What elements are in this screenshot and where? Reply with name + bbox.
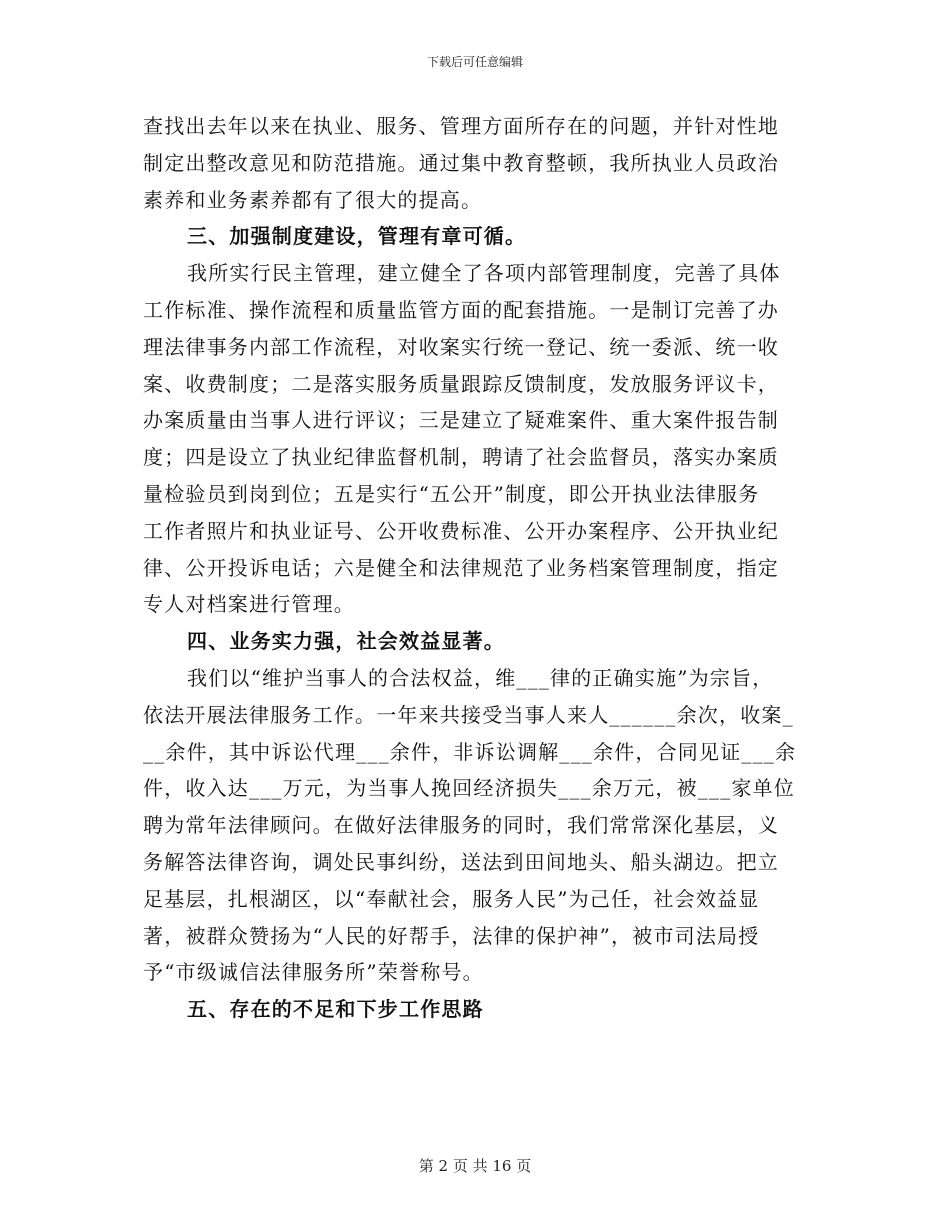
paragraph-line: 素养和业务素养都有了很大的提高。 (143, 187, 483, 212)
page-header-note: 下载后可任意编辑 (426, 55, 523, 69)
page-number: 第 2 页 共 16 页 (418, 1157, 532, 1175)
paragraph-line: 我们以“维护当事人的合法权益，维___律的正确实施”为宗旨， (187, 665, 774, 690)
paragraph-line: 聘为常年法律顾问。在做好法律服务的同时，我们常常深化基层，义 (143, 813, 779, 838)
paragraph-line: 理法律事务内部工作流程，对收案实行统一登记、统一委派、统一收 (143, 334, 779, 359)
section-heading: 四、业务实力强，社会效益显著。 (187, 629, 505, 654)
paragraph-line: 件，收入达___万元，为当事人挽回经济损失___余万元，被___家单位 (143, 776, 795, 801)
paragraph-line: 量检验员到岗到位；五是实行“五公开”制度，即公开执业法律服务 (143, 481, 760, 506)
paragraph-line: 制定出整改意见和防范措施。通过集中教育整顿，我所执业人员政治 (143, 150, 779, 175)
document-body (143, 108, 809, 1028)
paragraph-line: 工作者照片和执业证号、公开收费标准、公开办案程序、公开执业纪 (143, 518, 779, 543)
paragraph-line: __余件，其中诉讼代理___余件，非诉讼调解___余件，合同见证___余 (143, 739, 797, 764)
paragraph-line: 依法开展法律服务工作。一年来共接受当事人来人______余次，收案_ (143, 702, 794, 727)
section-heading: 五、存在的不足和下步工作思路 (187, 997, 484, 1022)
paragraph-line: 办案质量由当事人进行评议；三是建立了疑难案件、重大案件报告制 (143, 408, 779, 433)
paragraph-line: 律、公开投诉电话；六是健全和法律规范了业务档案管理制度，指定 (143, 555, 779, 580)
paragraph-line: 工作标准、操作流程和质量监管方面的配套措施。一是制订完善了办 (143, 297, 779, 322)
paragraph-line: 案、收费制度；二是落实服务质量跟踪反馈制度，发放服务评议卡， (143, 371, 779, 396)
paragraph-line: 务解答法律咨询，调处民事纠纷，送法到田间地头、船头湖边。把立 (143, 849, 779, 874)
paragraph-line: 我所实行民主管理，建立健全了各项内部管理制度，完善了具体 (187, 261, 781, 286)
paragraph-line: 专人对档案进行管理。 (143, 592, 355, 617)
paragraph-line: 予“市级诚信法律服务所”荣誉称号。 (143, 960, 484, 985)
paragraph-line: 查找出去年以来在执业、服务、管理方面所存在的问题，并针对性地 (143, 114, 779, 138)
paragraph-line: 足基层，扎根湖区，以“奉献社会，服务人民”为己任，社会效益显 (143, 886, 760, 911)
paragraph-line: 著，被群众赞扬为“人民的好帮手，法律的保护神”，被市司法局授 (143, 923, 760, 948)
paragraph-line: 度；四是设立了执业纪律监督机制，聘请了社会监督员，落实办案质 (143, 445, 779, 470)
section-heading: 三、加强制度建设，管理有章可循。 (187, 224, 527, 249)
